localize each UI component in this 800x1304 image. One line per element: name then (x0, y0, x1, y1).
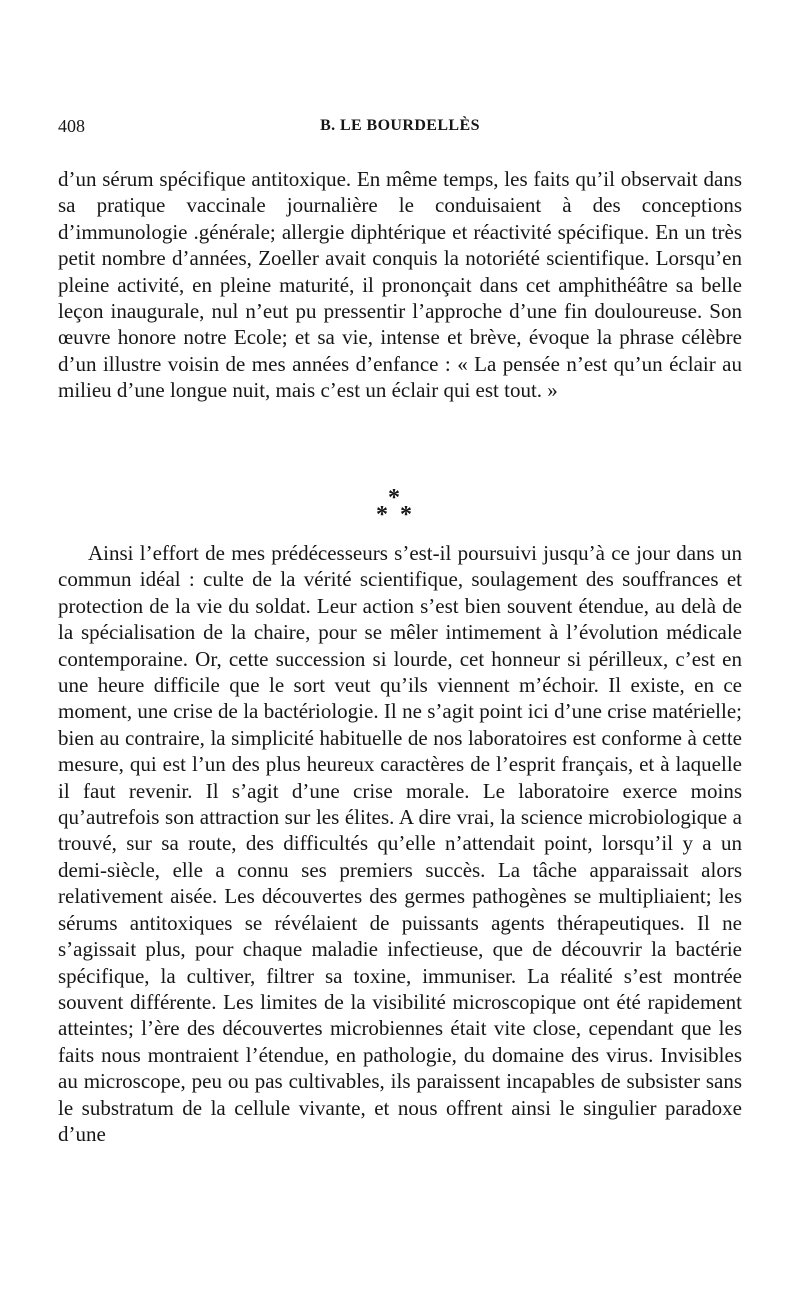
page-header (58, 114, 742, 138)
page-number: 408 (58, 116, 85, 136)
asterism-star-left: * (376, 502, 388, 528)
asterism-star-right: * (400, 502, 412, 528)
paragraph-bacteriology-crisis: Ainsi l’effort de mes prédécesseurs s’est-il poursuivi jusqu’à ce jour dans un commun idéal : culte de la vérité scientifique, soulagement des souffrances et protection de la vie du soldat. Leur action s’est bien souvent étendue, au delà de la spécialisation de la chaire, pour se mêler intimement à l’évolution médicale contemporaine. Or, cette succession si lourde, cet honneur si périlleux, c’est en une heure difficile que le sort veut qu’ils viennent m’échoir. Il existe, en ce moment, une crise de la bactériologie. Il ne s’agit point ici d’une crise matérielle; bien au contraire, la simplicité habituelle de nos laboratoires est conforme à cette mesure, qui est l’un des plus heureux caractères de l’esprit français, et à laquelle il faut revenir. Il s’agit d’une crise morale. Le laboratoire exerce moins qu’autrefois son attraction sur les élites. A dire vrai, la science microbiologique a trouvé, sur sa route, des difficultés qu’elle n’attendait point, lorsqu’il y a un demi-siècle, elle a connu ses premiers succès. La tâche apparaissait alors relativement aisée. Les découvertes des germes pathogènes se multipliaient; les sérums antitoxiques se révélaient de puissants agents thérapeutiques. Il ne s’agissait plus, pour chaque maladie infectieuse, que de découvrir la bactérie spécifique, la cultiver, filtrer sa toxine, immuniser. La réalité s’est montrée souvent différente. Les limites de la visibilité microscopique ont été rapidement atteintes; l’ère des découvertes microbiennes était vite close, cependant que les faits nous montraient l’étendue, en pathologie, du domaine des virus. Invisibles au microscope, peu ou pas cultivables, ils paraissent incapables de subsister sans le substratum de la cellule vivante, et nous offrent ainsi le singulier paradoxe d’une (58, 541, 742, 1146)
paragraph-zoeller: d’un sérum spécifique antitoxique. En même temps, les faits qu’il observait dans sa pratique vaccinale journalière le conduisaient à des conceptions d’immunologie .générale; allergie diphtérique et réactivité spécifique. En un très petit nombre d’années, Zoeller avait conquis la notoriété scientifique. Lorsqu’en pleine activité, en pleine maturité, il prononçait dans cet amphithéâtre sa belle leçon inaugurale, nul n’eut pu pressentir l’approche d’une fin douloureuse. Son œuvre honore notre Ecole; et sa vie, intense et brève, évoque la phrase célèbre d’un illustre voisin de mes années d’enfance : « La pensée n’est qu’un éclair au milieu d’une longue nuit, mais c’est un éclair qui est tout. » (58, 167, 742, 403)
asterism-star-top: * (388, 485, 400, 511)
asterism-separator (356, 486, 440, 530)
running-head: B. LE BOURDELLÈS (320, 117, 480, 134)
